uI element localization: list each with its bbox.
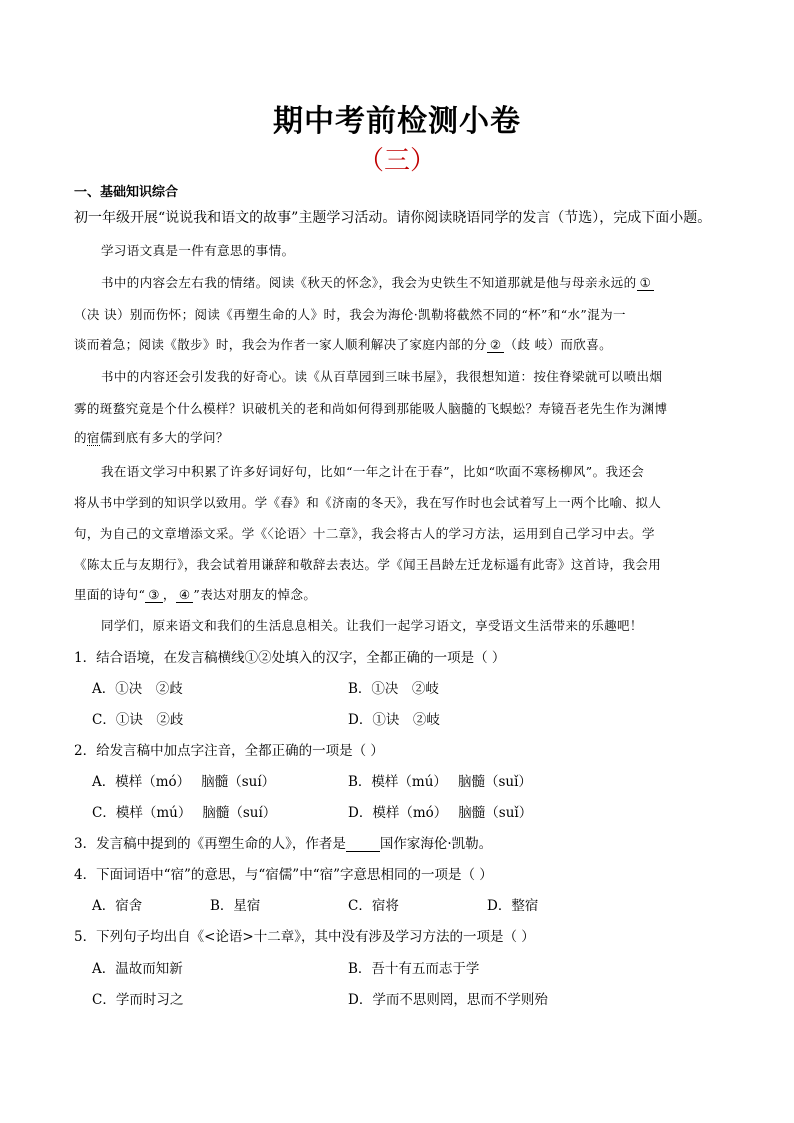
speech-text: 书中的内容会左右我的情绪。阅读《秋天的怀念》，我会为史铁生不知道那就是他与母亲永远的	[101, 275, 637, 290]
question-1-option-b[interactable]: B．①决 ②岐	[348, 681, 439, 697]
blank-1: ①	[637, 275, 655, 291]
question-1-option-a[interactable]: A．①决 ②歧	[92, 681, 183, 697]
speech-line: 将从书中学到的知识学以致用。学《春》和《济南的冬天》，我在写作时也会试着写上一两个比喻、拟人	[74, 495, 662, 510]
section-heading: 一、基础知识综合	[74, 185, 179, 200]
speech-text: ”表达对朋友的悼念。	[193, 587, 317, 602]
question-1-option-d[interactable]: D．①诀 ②岐	[348, 712, 440, 728]
speech-line: 书中的内容还会引发我的好奇心。读《从百草园到三味书屋》，我很想知道：按住脊梁就可以喷出烟	[101, 369, 663, 384]
speech-paragraph: 同学们，原来语文和我们的生活息息相关。让我们一起学习语文，享受语文生活带来的乐趣吧！	[101, 618, 643, 633]
question-3-answer-blank[interactable]	[346, 839, 380, 852]
speech-text: （歧 岐）而欣喜。	[504, 337, 612, 352]
speech-text: ，	[162, 587, 176, 602]
intro-text: 初一年级开展“说说我和语文的故事”主题学习活动。请你阅读晓语同学的发言（节选），完成下面小题。	[74, 210, 712, 226]
speech-line	[74, 428, 229, 446]
question-1-stem: 1．结合语境，在发言稿横线①②处填入的汉字，全都正确的一项是（ ）	[74, 650, 506, 666]
question-2-option-c[interactable]: C．模样（mú） 脑髓（suí）	[92, 805, 277, 821]
question-3-stem	[74, 832, 492, 852]
question-4-stem: 4．下面词语中“宿”的意思，与“宿儒”中“宿”字意思相同的一项是（ ）	[74, 867, 493, 883]
question-5-option-b[interactable]: B．吾十有五而志于学	[348, 961, 480, 977]
question-5-option-d[interactable]: D．学而不思则罔，思而不学则殆	[348, 992, 548, 1008]
speech-line	[74, 585, 316, 603]
speech-line	[101, 273, 654, 291]
speech-text: 谈而着急；阅读《散步》时，我会为作者一家人顺利解决了家庭内部的分	[74, 337, 487, 352]
question-2-option-d[interactable]: D．模样（mó） 脑髓（suǐ）	[348, 805, 533, 821]
speech-line: 雾的斑蝥究竟是个什么模样？识破机关的老和尚如何得到那能吸人脑髓的飞蜈蚣？寿镜吾老先生作为渊博	[74, 401, 668, 416]
page-title: 期中考前检测小卷	[273, 104, 521, 139]
speech-text: 儒到底有多大的学问？	[99, 430, 229, 445]
question-4-option-c[interactable]: C．宿将	[348, 898, 399, 914]
speech-line: 我在语文学习中积累了许多好词好句，比如“一年之计在于春”，比如“吹面不寒杨柳风”。我还会	[101, 464, 645, 479]
question-2-option-a[interactable]: A．模样（mó） 脑髓（suí）	[92, 774, 276, 790]
speech-text: 里面的诗句“	[74, 587, 146, 602]
question-2-stem: 2．给发言稿中加点字注音，全都正确的一项是（ ）	[74, 743, 384, 759]
blank-3: ③	[145, 587, 163, 603]
speech-paragraph: 学习语文真是一件有意思的事情。	[101, 243, 295, 258]
question-5-stem: 5．下列句子均出自《<论语>十二章》，其中没有涉及学习方法的一项是（ ）	[74, 929, 535, 945]
blank-2: ②	[487, 337, 505, 353]
question-1-option-c[interactable]: C．①诀 ②歧	[92, 712, 184, 728]
question-5-option-c[interactable]: C．学而时习之	[92, 992, 184, 1008]
speech-line: （决 诀）别而伤怀；阅读《再塑生命的人》时，我会为海伦·凯勒将截然不同的“杯”和“水”混为一	[74, 307, 626, 322]
speech-text: 的	[74, 430, 87, 445]
speech-line: 句，为自己的文章增添文采。学《〈论语〉十二章》，我会将古人的学习方法，运用到自己学习中去。学	[74, 526, 655, 541]
question-2-option-b[interactable]: B．模样（mú） 脑髓（suǐ）	[348, 774, 532, 790]
dotted-character: 宿	[86, 430, 100, 445]
question-4-option-a[interactable]: A．宿舍	[92, 898, 143, 914]
question-4-option-b[interactable]: B．星宿	[210, 898, 261, 914]
question-5-option-a[interactable]: A．温故而知新	[92, 961, 183, 977]
question-4-option-d[interactable]: D．整宿	[487, 898, 539, 914]
speech-line: 《陈太丘与友期行》，我会试着用谦辞和敬辞去表达。学《闻王昌龄左迁龙标遥有此寄》这首诗，我会用	[74, 557, 662, 572]
speech-line	[74, 335, 612, 353]
question-3-text: 3．发言稿中提到的《再塑生命的人》，作者是	[74, 836, 346, 852]
question-3-text: 国作家海伦·凯勒。	[379, 836, 493, 852]
page-subtitle: （三）	[357, 146, 436, 176]
blank-4: ④	[176, 587, 194, 603]
